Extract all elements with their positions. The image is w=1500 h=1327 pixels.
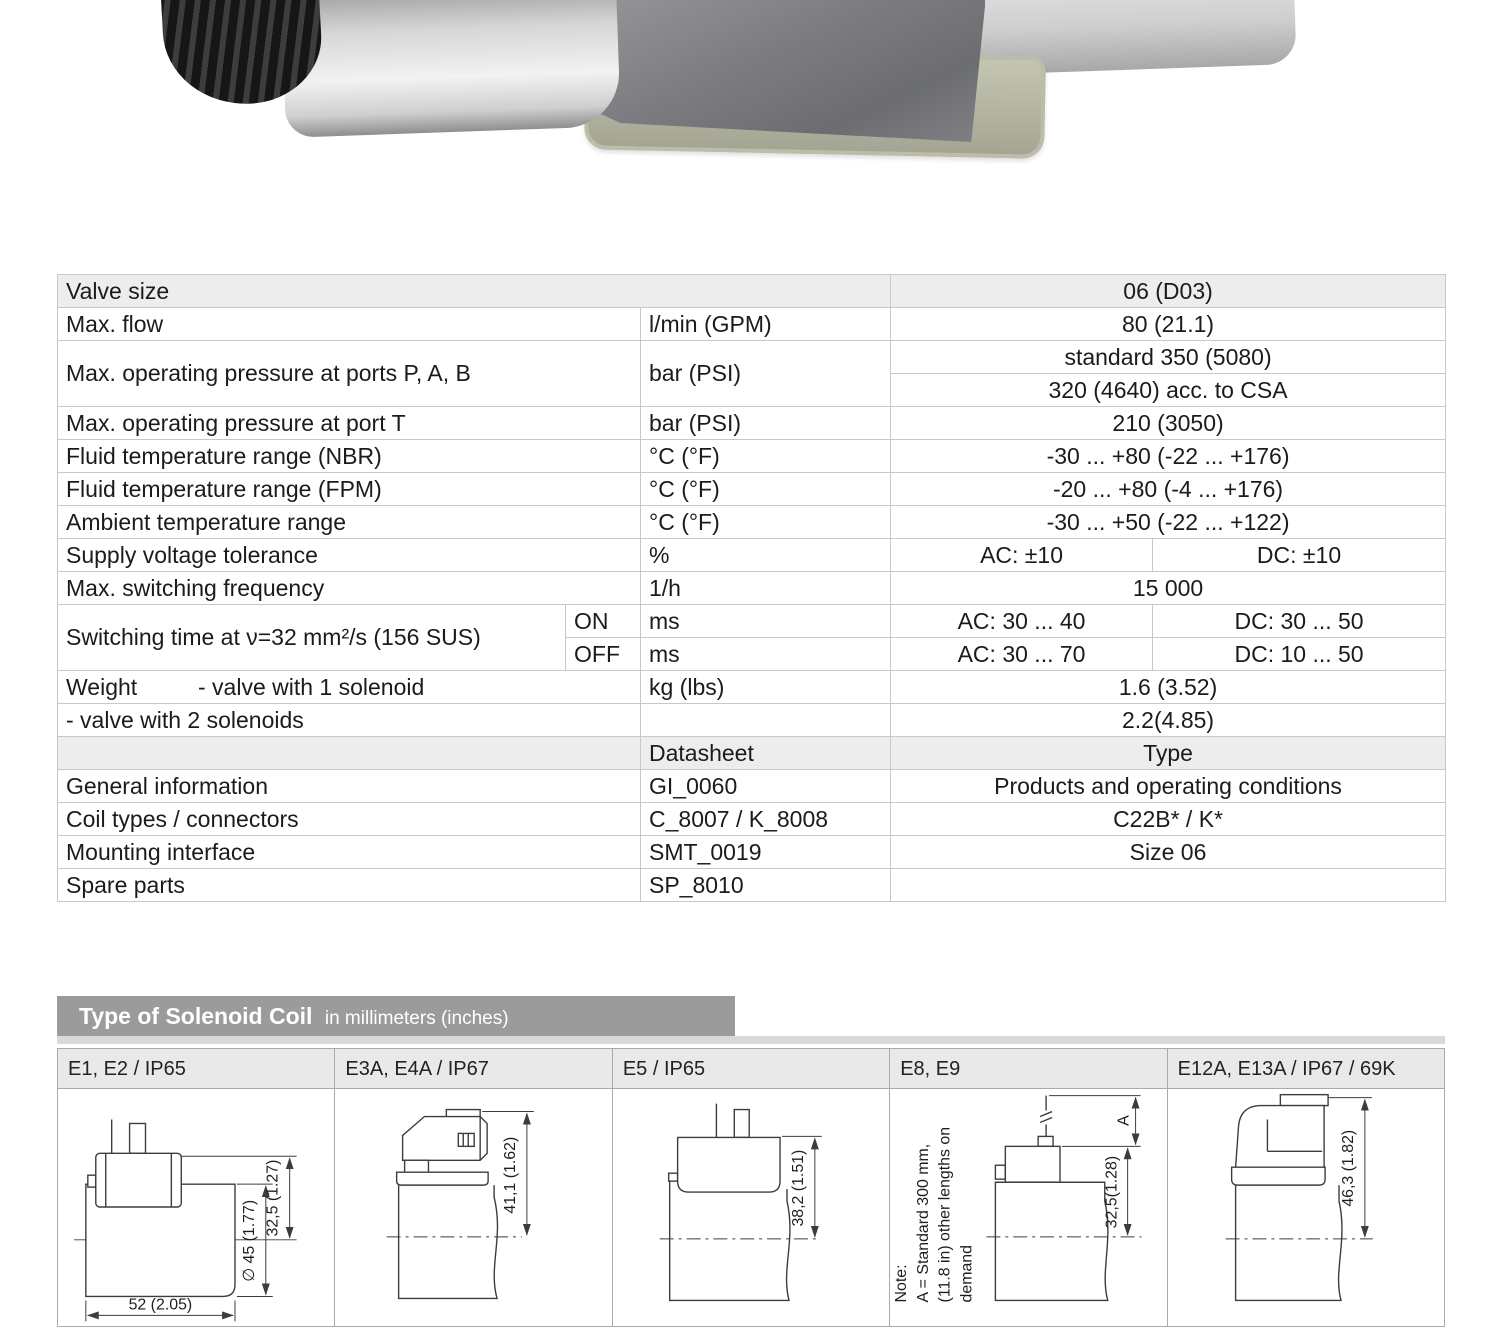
coil-section-title-bar — [57, 996, 735, 1036]
pressure-pab-value-csa: 320 (4640) acc. to CSA — [891, 374, 1446, 407]
general-info-type: Products and operating conditions — [891, 770, 1446, 803]
coil-panel-e3a-e4a — [335, 1049, 612, 1326]
switching-time-off-dc: DC: 10 ... 50 — [1153, 638, 1446, 671]
pressure-pab-unit: bar (PSI) — [641, 341, 891, 407]
coil-section-title: Type of Solenoid Coil — [79, 1003, 313, 1029]
valve-size-value: 06 (D03) — [891, 275, 1446, 308]
spare-parts-label: Spare parts — [58, 869, 641, 902]
switching-freq-label: Max. switching frequency — [58, 572, 641, 605]
ref-header-empty — [58, 737, 641, 770]
coil-panel-e1-e2 — [58, 1049, 335, 1326]
switching-time-off-ac: AC: 30 ... 70 — [891, 638, 1153, 671]
solenoid-tube — [280, 0, 621, 138]
coil-panel-e5-drawing — [613, 1089, 889, 1326]
note-e8-line2: A = Standard 300 mm, — [915, 1143, 933, 1303]
dim-e12a-46-3: 46,3 (1.82) — [1339, 1129, 1357, 1207]
coil-types-label: Coil types / connectors — [58, 803, 641, 836]
coil-panel-e8-e9-header: E8, E9 — [890, 1049, 1166, 1089]
fluid-temp-nbr-unit: °C (°F) — [641, 440, 891, 473]
spare-parts-datasheet: SP_8010 — [641, 869, 891, 902]
dim-e1-dia45: ∅ 45 (1.77) — [240, 1199, 258, 1282]
dim-e5-38-2: 38,2 (1.51) — [789, 1149, 807, 1227]
mounting-label: Mounting interface — [58, 836, 641, 869]
coil-drawing-e12a-e13a — [1168, 1089, 1444, 1326]
ambient-temp-unit: °C (°F) — [641, 506, 891, 539]
pressure-pab-value-standard: standard 350 (5080) — [891, 341, 1446, 374]
mounting-datasheet: SMT_0019 — [641, 836, 891, 869]
switching-time-off: OFF — [566, 638, 641, 671]
coil-panel-e5-header: E5 / IP65 — [613, 1049, 889, 1089]
ambient-temp-label: Ambient temperature range — [58, 506, 641, 539]
switching-time-on-ac: AC: 30 ... 40 — [891, 605, 1153, 638]
ref-header-datasheet: Datasheet — [641, 737, 891, 770]
ref-header-type: Type — [891, 737, 1446, 770]
switching-time-on-unit: ms — [641, 605, 891, 638]
pressure-pab-label: Max. operating pressure at ports P, A, B — [58, 341, 641, 407]
supply-voltage-dc: DC: ±10 — [1153, 539, 1446, 572]
fluid-temp-fpm-label: Fluid temperature range (FPM) — [58, 473, 641, 506]
max-flow-unit: l/min (GPM) — [641, 308, 891, 341]
spare-parts-type-empty — [891, 869, 1446, 902]
pressure-t-label: Max. operating pressure at port T — [58, 407, 641, 440]
coil-panel-e12a-e13a — [1168, 1049, 1444, 1326]
coil-panel-e3a-e4a-header: E3A, E4A / IP67 — [335, 1049, 611, 1089]
weight-1-text: - valve with 1 solenoid — [198, 673, 425, 700]
coil-types-type: C22B* / K* — [891, 803, 1446, 836]
switching-time-label: Switching time at ν=32 mm²/s (156 SUS) — [58, 605, 566, 671]
note-e8-line3: (11.8 in) other lengths on — [936, 1126, 954, 1303]
weight-1-label — [58, 671, 641, 704]
weight-2-label: - valve with 2 solenoids — [58, 704, 641, 737]
coil-section-subtitle: in millimeters (inches) — [324, 1008, 509, 1029]
coil-panel-e3a-e4a-drawing — [335, 1089, 611, 1326]
valve-size-label: Valve size — [58, 275, 891, 308]
supply-voltage-unit: % — [641, 539, 891, 572]
coil-panels — [57, 1048, 1445, 1327]
coil-panel-e12a-e13a-header: E12A, E13A / IP67 / 69K — [1168, 1049, 1444, 1089]
switching-time-off-unit: ms — [641, 638, 891, 671]
general-info-datasheet: GI_0060 — [641, 770, 891, 803]
weight-prefix: Weight — [66, 673, 138, 700]
note-e8-line4: demand — [958, 1245, 976, 1303]
coil-drawing-e3a-e4a — [335, 1089, 611, 1326]
pressure-t-value: 210 (3050) — [891, 407, 1446, 440]
dim-e1-32-5: 32,5 (1.27) — [264, 1159, 282, 1237]
dim-e8-32-5: 32,5(1.28) — [1103, 1155, 1121, 1229]
supply-voltage-label: Supply voltage tolerance — [58, 539, 641, 572]
switching-freq-value: 15 000 — [891, 572, 1446, 605]
max-flow-value: 80 (21.1) — [891, 308, 1446, 341]
coil-section-shadow — [57, 1036, 1445, 1044]
dim-e8-a: A — [1115, 1115, 1133, 1126]
weight-2-unit-empty — [641, 704, 891, 737]
supply-voltage-ac: AC: ±10 — [891, 539, 1153, 572]
spec-table — [57, 274, 1446, 902]
mounting-type: Size 06 — [891, 836, 1446, 869]
weight-2-value: 2.2(4.85) — [891, 704, 1446, 737]
coil-panel-e1-e2-drawing — [58, 1089, 334, 1326]
fluid-temp-nbr-label: Fluid temperature range (NBR) — [58, 440, 641, 473]
coil-drawing-e1-e2 — [58, 1089, 334, 1326]
coil-panel-e1-e2-header: E1, E2 / IP65 — [58, 1049, 334, 1089]
fluid-temp-fpm-unit: °C (°F) — [641, 473, 891, 506]
fluid-temp-nbr-value: -30 ... +80 (-22 ... +176) — [891, 440, 1446, 473]
ambient-temp-value: -30 ... +50 (-22 ... +122) — [891, 506, 1446, 539]
valve-photo — [155, 0, 1155, 175]
weight-1-value: 1.6 (3.52) — [891, 671, 1446, 704]
coil-types-datasheet: C_8007 / K_8008 — [641, 803, 891, 836]
coil-panel-e5 — [613, 1049, 890, 1326]
switching-time-on-dc: DC: 30 ... 50 — [1153, 605, 1446, 638]
max-flow-label: Max. flow — [58, 308, 641, 341]
switching-time-on: ON — [566, 605, 641, 638]
coil-panel-e12a-e13a-drawing — [1168, 1089, 1444, 1326]
coil-drawing-e8-e9 — [890, 1089, 1166, 1326]
dim-e3a-41-1: 41,1 (1.62) — [502, 1136, 520, 1214]
note-e8-line1: Note: — [893, 1264, 911, 1303]
weight-unit: kg (lbs) — [641, 671, 891, 704]
coil-drawing-e5 — [613, 1089, 889, 1326]
switching-freq-unit: 1/h — [641, 572, 891, 605]
fluid-temp-fpm-value: -20 ... +80 (-4 ... +176) — [891, 473, 1446, 506]
coil-panel-e8-e9 — [890, 1049, 1167, 1326]
general-info-label: General information — [58, 770, 641, 803]
pressure-t-unit: bar (PSI) — [641, 407, 891, 440]
coil-panel-e8-e9-drawing — [890, 1089, 1166, 1326]
valve-body — [593, 0, 985, 142]
dim-e1-52: 52 (2.05) — [128, 1296, 193, 1314]
